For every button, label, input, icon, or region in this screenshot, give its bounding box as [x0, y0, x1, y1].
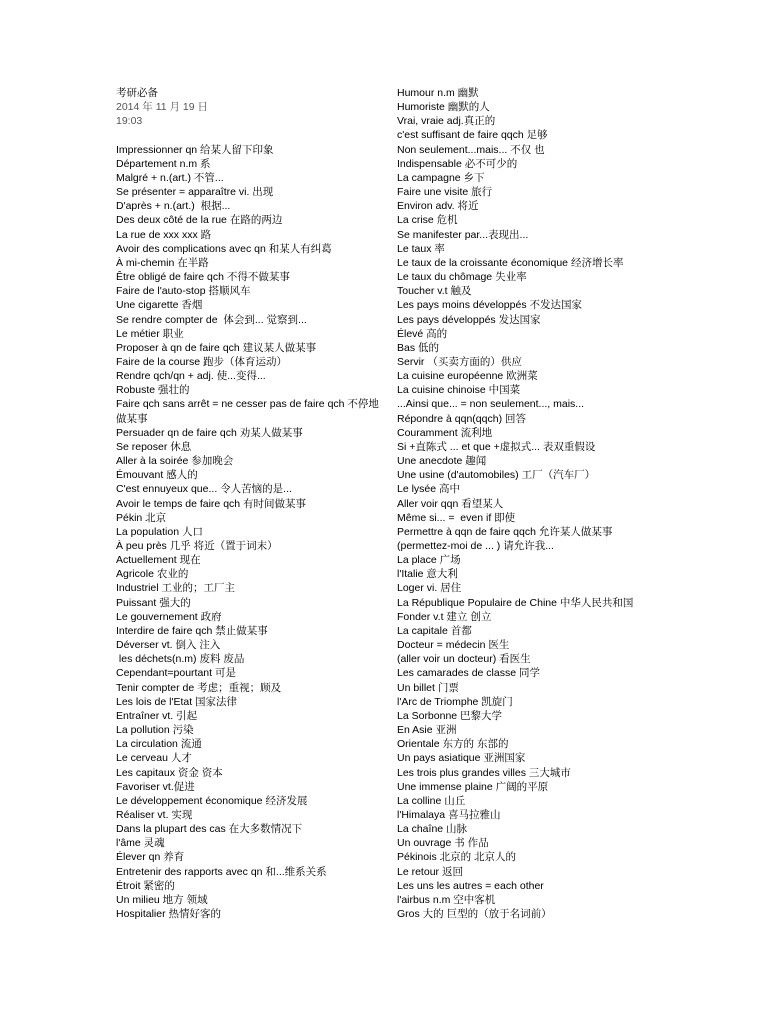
vocab-entry: Le taux de la croissante économique 经济增长率 — [397, 256, 624, 269]
vocab-entry: La place 广场 — [397, 554, 461, 567]
vocab-entry: Actuellement 现在 — [116, 554, 201, 567]
note-time: 19:03 — [116, 115, 143, 128]
vocab-entry: les déchets(n.m) 废料 废品 — [116, 653, 245, 666]
vocab-entry: Se présenter = apparaître vi. 出现 — [116, 186, 274, 199]
vocab-entry: Faire une visite 旅行 — [397, 186, 493, 199]
vocab-entry: La République Populaire de Chine 中华人民共和国 — [397, 596, 634, 609]
vocab-entry: Les pays moins développés 不发达国家 — [397, 299, 582, 312]
vocab-entry: Puissant 强大的 — [116, 596, 191, 609]
vocab-entry: Se rendre compter de 体会到... 觉察到... — [116, 313, 307, 326]
vocab-entry: Les camarades de classe 同学 — [397, 667, 540, 680]
vocab-entry: La Sorbonne 巴黎大学 — [397, 709, 503, 722]
vocab-entry: D'après + n.(art.) 根据... — [116, 200, 231, 213]
vocab-entry: Interdire de faire qch 禁止做某事 — [116, 624, 268, 637]
vocab-entry: Les lois de l'Etat 国家法律 — [116, 695, 238, 708]
vocab-entry: Servir （买卖方面的）供应 — [397, 355, 522, 368]
vocab-entry: Les uns les autres = each other — [397, 879, 544, 892]
vocab-entry: La population 人口 — [116, 525, 203, 538]
vocab-entry: Rendre qch/qn + adj. 使...变得... — [116, 370, 266, 383]
vocab-entry: Le cerveau 人才 — [116, 752, 192, 765]
vocab-entry: Le gouvernement 政府 — [116, 610, 222, 623]
vocab-entry: Pékin 北京 — [116, 511, 167, 524]
vocab-entry: l'Himalaya 喜马拉雅山 — [397, 808, 501, 821]
vocab-entry: Élever qn 养育 — [116, 851, 185, 864]
vocab-entry: La colline 山丘 — [397, 794, 466, 807]
vocab-entry: Faire de la course 跑步（体育运动） — [116, 355, 287, 368]
vocab-entry: Cependant=pourtant 可是 — [116, 667, 236, 680]
vocab-entry: Faire de l'auto-stop 搭顺风车 — [116, 285, 251, 298]
vocab-entry: Avoir le temps de faire qch 有时间做某事 — [116, 497, 307, 510]
vocab-entry: Humoriste 幽默的人 — [397, 101, 490, 114]
vocab-entry: Loger vi. 居住 — [397, 582, 462, 595]
vocab-entry: Vrai, vraie adj.真正的 — [397, 115, 496, 128]
vocab-entry: Entretenir des rapports avec qn 和...维系关系 — [116, 865, 327, 878]
vocab-entry: La cuisine chinoise 中国菜 — [397, 384, 521, 397]
vocab-entry: l'Arc de Triomphe 凯旋门 — [397, 695, 513, 708]
vocab-entry: La rue de xxx xxx 路 — [116, 228, 212, 241]
vocab-entry: Déverser vt. 倒入 注入 — [116, 639, 221, 652]
vocab-entry: Tenir compter de 考虑；重视；顾及 — [116, 681, 282, 694]
vocab-entry: (aller voir un docteur) 看医生 — [397, 653, 531, 666]
note-date: 2014 年 11 月 19 日 — [116, 101, 209, 114]
vocab-entry: Gros 大的 巨型的（放于名词前） — [397, 908, 552, 921]
vocab-entry: Un billet 门票 — [397, 681, 459, 694]
vocab-entry: Permettre à qqn de faire qqch 允许某人做某事 — [397, 525, 613, 538]
vocab-entry: Émouvant 感人的 — [116, 469, 198, 482]
vocab-entry: Une cigarette 香烟 — [116, 299, 203, 312]
vocab-entry: Des deux côté de la rue 在路的两边 — [116, 214, 283, 227]
vocab-entry: Dans la plupart des cas 在大多数情况下 — [116, 823, 303, 836]
left-vocab-list — [116, 143, 386, 922]
vocab-entry: Proposer à qn de faire qch 建议某人做某事 — [116, 341, 317, 354]
vocab-entry: Les capitaux 资金 资本 — [116, 766, 223, 779]
vocab-entry: Même si... = even if 即使 — [397, 511, 516, 524]
vocab-entry: Industriel 工业的；工厂主 — [116, 582, 236, 595]
vocab-entry: Se reposer 休息 — [116, 440, 192, 453]
vocab-entry: La campagne 乡下 — [397, 171, 485, 184]
vocab-entry: Une anecdote 趣闻 — [397, 455, 487, 468]
vocab-entry: Le taux 率 — [397, 242, 445, 255]
vocab-entry: Réaliser vt. 实现 — [116, 808, 193, 821]
vocab-entry: Fonder v.t 建立 创立 — [397, 610, 492, 623]
vocab-entry: Être obligé de faire qch 不得不做某事 — [116, 271, 290, 284]
vocab-entry: Agricole 农业的 — [116, 568, 189, 581]
right-vocab-list — [397, 86, 687, 921]
vocab-entry: Orientale 东方的 东部的 — [397, 738, 509, 751]
vocab-entry: Bas 低的 — [397, 341, 440, 354]
vocab-entry: Département n.m 系 — [116, 157, 211, 170]
vocab-entry: Hospitalier 热情好客的 — [116, 908, 222, 921]
vocab-entry: Docteur = médecin 医生 — [397, 639, 510, 652]
vocab-entry: l'airbus n.m 空中客机 — [397, 893, 496, 906]
vocab-entry: Favoriser vt.促进 — [116, 780, 195, 793]
vocab-entry: Le lysée 高中 — [397, 483, 461, 496]
vocab-entry: Malgré + n.(art.) 不管... — [116, 171, 224, 184]
vocab-entry: Le développement économique 经济发展 — [116, 794, 308, 807]
vocab-entry: Pékinois 北京的 北京人的 — [397, 851, 517, 864]
vocab-entry: Une immense plaine 广阔的平原 — [397, 780, 549, 793]
vocab-entry: Couramment 流利地 — [397, 426, 493, 439]
vocab-entry: Les pays développés 发达国家 — [397, 313, 541, 326]
vocab-entry: La pollution 污染 — [116, 724, 194, 737]
vocab-entry: La capitale 首都 — [397, 624, 472, 637]
vocab-entry: Une usine (d'automobiles) 工厂（汽车厂） — [397, 469, 596, 482]
right-column — [397, 86, 687, 921]
vocab-entry: La chaîne 山脉 — [397, 823, 468, 836]
vocab-entry: Élevé 高的 — [397, 327, 448, 340]
vocab-entry: Environ adv. 将近 — [397, 200, 479, 213]
vocab-entry: ...Ainsi que... = non seulement..., mais... — [397, 398, 585, 411]
vocab-entry: La cuisine européenne 欧洲菜 — [397, 370, 538, 383]
vocab-entry: Répondre à qqn(qqch) 回答 — [397, 412, 526, 425]
vocab-entry: Indispensable 必不可少的 — [397, 157, 518, 170]
vocab-entry: (permettez-moi de ... ) 请允许我... — [397, 540, 554, 552]
vocab-entry: Non seulement...mais... 不仅 也 — [397, 143, 545, 156]
vocab-entry: Un ouvrage 书 作品 — [397, 837, 489, 850]
vocab-entry: À mi-chemin 在半路 — [116, 256, 209, 269]
vocab-entry: La circulation 流通 — [116, 738, 202, 751]
vocab-entry: Le retour 返回 — [397, 865, 463, 878]
vocab-entry: En Asie 亚洲 — [397, 724, 457, 737]
vocab-entry: Aller à la soirée 参加晚会 — [116, 455, 234, 468]
vocab-entry: Se manifester par...表现出... — [397, 228, 529, 241]
vocab-entry: Impressionner qn 给某人留下印象 — [116, 143, 274, 156]
vocab-entry: Le métier 职业 — [116, 327, 184, 340]
vocab-entry: l'âme 灵魂 — [116, 837, 165, 850]
vocab-entry: Toucher v.t 触及 — [397, 285, 472, 298]
vocab-entry: Un pays asiatique 亚洲国家 — [397, 752, 526, 765]
vocab-entry: Humour n.m 幽默 — [397, 87, 479, 99]
vocab-entry: Le taux du chômage 失业率 — [397, 271, 527, 284]
vocab-entry: Étroit 紧密的 — [116, 879, 175, 892]
vocab-entry: Un milieu 地方 领域 — [116, 893, 208, 906]
vocab-entry: c'est suffisant de faire qqch 足够 — [397, 129, 548, 142]
vocab-entry: Aller voir qqn 看望某人 — [397, 497, 504, 510]
vocab-entry: À peu près 几乎 将近（置于词末） — [116, 540, 278, 552]
vocab-entry: Avoir des complications avec qn 和某人有纠葛 — [116, 242, 332, 255]
vocab-entry: Faire qch sans arrêt = ne cesser pas de faire qch 不停地做某事 — [116, 398, 379, 425]
note-title: 考研必备 — [116, 87, 158, 99]
vocab-entry: La crise 危机 — [397, 214, 458, 227]
vocab-entry: Robuste 强壮的 — [116, 384, 190, 397]
blank-line — [116, 128, 386, 142]
vocab-entry: Les trois plus grandes villes 三大城市 — [397, 766, 571, 779]
vocab-entry: Persuader qn de faire qch 劝某人做某事 — [116, 426, 303, 439]
vocab-entry: Entraîner vt. 引起 — [116, 709, 198, 722]
vocab-entry: C'est ennuyeux que... 令人苦恼的是... — [116, 483, 292, 496]
left-column — [116, 86, 386, 921]
vocab-entry: Si +直陈式 ... et que +虚拟式... 表双重假设 — [397, 440, 596, 453]
vocab-entry: l'Italie 意大利 — [397, 568, 458, 581]
